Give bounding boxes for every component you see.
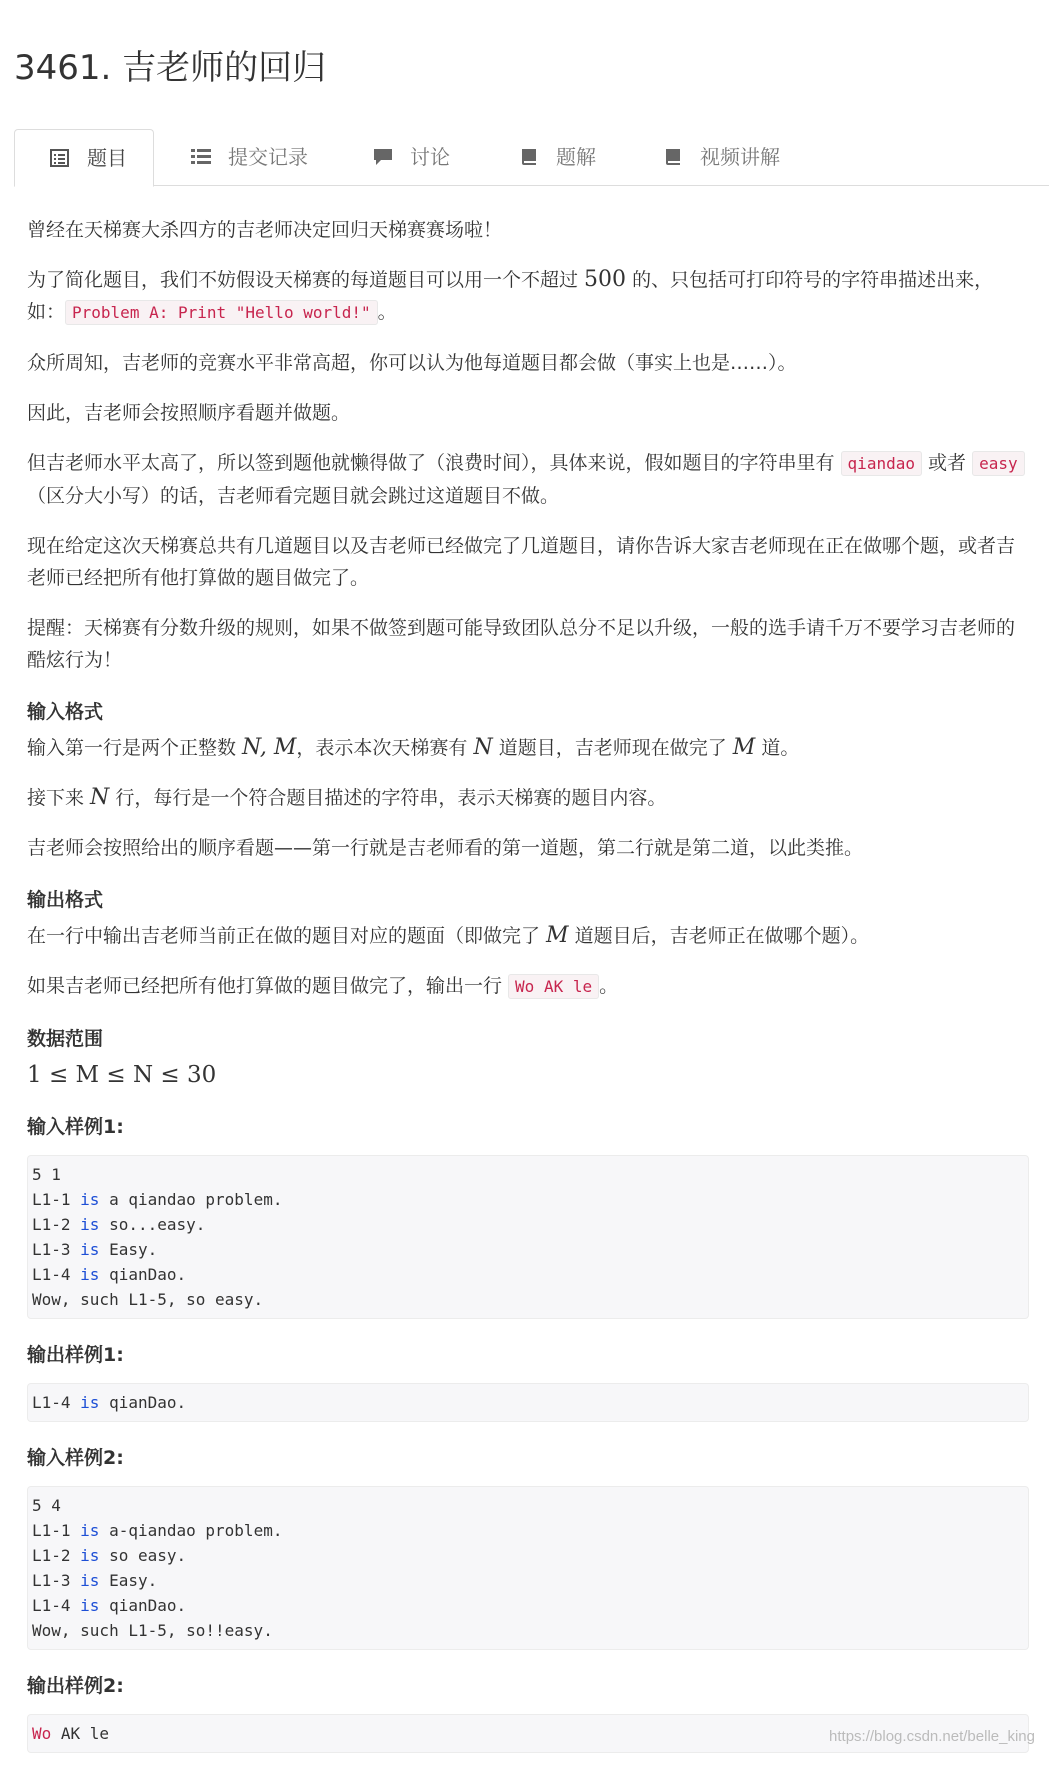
tab-problem[interactable] <box>14 129 154 187</box>
tab-label: 提交记录 <box>228 145 308 169</box>
paragraph: 现在给定这次天梯赛总共有几道题目以及吉老师已经做完了几道题目，请你告诉大家吉老师现在正在做哪个题，或者吉老师已经把所有他打算做的题目做完了。 <box>27 535 1016 589</box>
code-line: L1-3 is Easy. <box>32 1240 158 1259</box>
code-line: L1-2 is so easy. <box>32 1546 187 1565</box>
book-icon <box>518 148 540 166</box>
book-icon <box>662 148 684 166</box>
paragraph: 众所周知，吉老师的竞赛水平非常高超，你可以认为他每道题目都会做（事实上也是……）。 <box>27 352 797 374</box>
math-var: N, M <box>242 735 297 760</box>
paragraph: 提醒：天梯赛有分数升级的规则，如果不做签到题可能导致团队总分不足以升级，一般的选手请千万不要学习吉老师的酷炫行为！ <box>27 617 1016 671</box>
code-line: 5 1 <box>32 1165 61 1184</box>
tab-label: 题解 <box>556 145 596 169</box>
code-line: 5 4 <box>32 1496 61 1515</box>
code-line: L1-4 is qianDao. <box>32 1265 187 1284</box>
math-var: N <box>90 785 110 810</box>
sample-input-2-heading: 输入样例2: <box>27 1447 124 1469</box>
section-heading-output: 输出格式 <box>27 889 104 911</box>
sample-output-1-heading: 输出样例1: <box>27 1344 124 1366</box>
code-line: L1-1 is a-qiandao problem. <box>32 1521 283 1540</box>
code-line: L1-4 is qianDao. <box>32 1393 187 1412</box>
tab-label: 题目 <box>87 146 127 170</box>
tab-label: 视频讲解 <box>700 145 780 169</box>
section-heading-range: 数据范围 <box>27 1028 104 1050</box>
code-line: Wo AK le <box>32 1724 110 1743</box>
comment-icon <box>372 148 394 166</box>
tab-label: 讨论 <box>410 145 450 169</box>
math-number: 500 <box>584 267 627 292</box>
math-var: M <box>546 923 569 948</box>
paragraph: 输入第一行是两个正整数 N, M，表示本次天梯赛有 N 道题目，吉老师现在做完了 M 道。 <box>27 735 800 760</box>
inline-code: Wo AK le <box>508 974 599 999</box>
code-line: L1-2 is so...easy. <box>32 1215 206 1234</box>
math-var: M <box>732 735 756 760</box>
section-heading-input: 输入格式 <box>27 701 104 723</box>
code-line: L1-1 is a qiandao problem. <box>32 1190 283 1209</box>
list-icon <box>49 149 71 167</box>
paragraph: 接下来 N 行，每行是一个符合题目描述的字符串，表示天梯赛的题目内容。 <box>27 785 667 810</box>
sample-output-1[interactable] <box>27 1383 1029 1422</box>
page-title: 3461. 吉老师的回归 <box>14 48 327 88</box>
sample-input-1[interactable] <box>27 1155 1029 1319</box>
paragraph: 如果吉老师已经把所有他打算做的题目做完了，输出一行 Wo AK le 。 <box>27 975 619 997</box>
sample-input-2[interactable] <box>27 1486 1029 1650</box>
list-bullets-icon <box>190 148 212 166</box>
code-line: L1-4 is qianDao. <box>32 1596 187 1615</box>
problem-content <box>27 214 1029 1773</box>
math-var: N <box>473 735 493 760</box>
code-line: L1-3 is Easy. <box>32 1571 158 1590</box>
paragraph: 在一行中输出吉老师当前正在做的题目对应的题面（即做完了 M 道题目后，吉老师正在做哪个题）。 <box>27 923 870 948</box>
code-line: Wow, such L1-5, so easy. <box>32 1290 264 1309</box>
tab-submissions[interactable] <box>190 129 308 185</box>
sample-input-1-heading: 输入样例1: <box>27 1116 124 1138</box>
inline-code: easy <box>972 451 1025 476</box>
tab-solutions[interactable] <box>518 129 596 185</box>
inline-code: Problem A: Print "Hello world!" <box>65 300 378 325</box>
paragraph: 因此，吉老师会按照顺序看题并做题。 <box>27 402 351 424</box>
tab-video[interactable] <box>662 129 780 185</box>
tab-discussion[interactable] <box>372 129 450 185</box>
sample-output-2-heading: 输出样例2: <box>27 1675 124 1697</box>
range-formula: 1 ≤ M ≤ N ≤ 30 <box>27 1062 217 1088</box>
watermark: https://blog.csdn.net/belle_king <box>829 1728 1035 1745</box>
inline-code: qiandao <box>841 451 922 476</box>
tab-bar <box>14 129 1049 186</box>
paragraph: 但吉老师水平太高了，所以签到题他就懒得做了（浪费时间），具体来说，假如题目的字符串里有 qiandao 或者 easy （区分大小写）的话，吉老师看完题目就会跳过这道题目不做。 <box>27 447 1029 512</box>
code-line: Wow, such L1-5, so!!easy. <box>32 1621 273 1640</box>
paragraph: 吉老师会按照给出的顺序看题——第一行就是吉老师看的第一道题，第二行就是第二道，以此类推。 <box>27 837 864 859</box>
paragraph: 为了简化题目，我们不妨假设天梯赛的每道题目可以用一个不超过 500 的、只包括可打印符号的字符串描述出来，如： Problem A: Print "Hello world!" 。 <box>27 267 994 323</box>
paragraph: 曾经在天梯赛大杀四方的吉老师决定回归天梯赛赛场啦！ <box>27 219 503 241</box>
